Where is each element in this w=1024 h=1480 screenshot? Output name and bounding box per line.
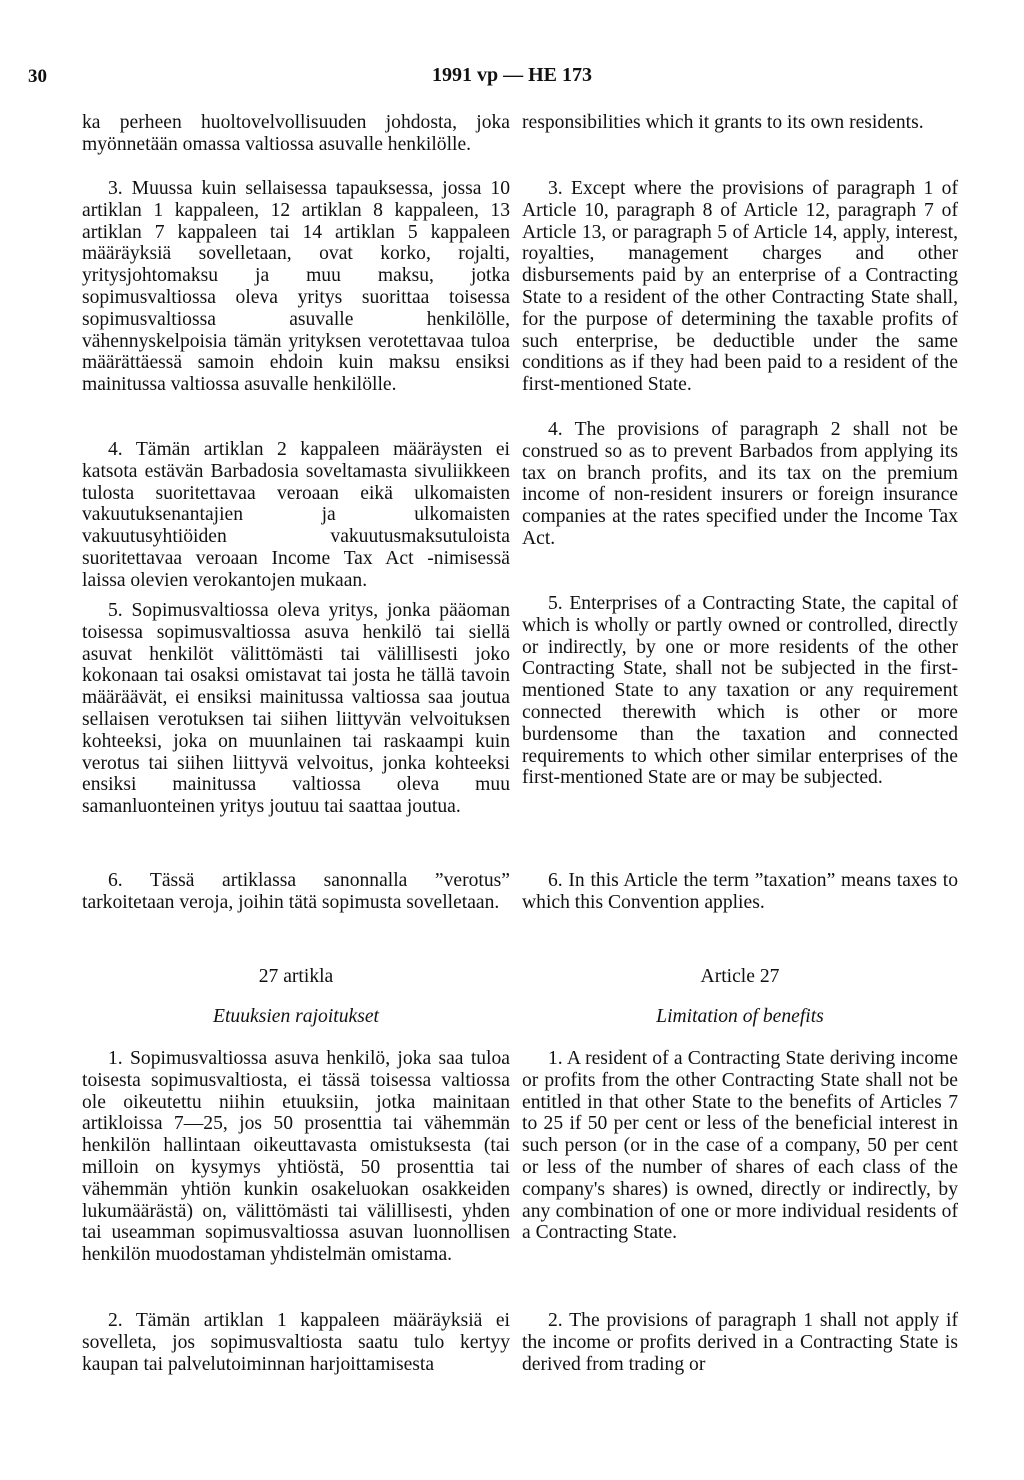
article-paragraph-2: 2. The provisions of paragraph 1 shall not apply if the income or profits derived in a Contracting State is derived from trading or bbox=[522, 1310, 958, 1375]
paragraph-5: 5. Sopimusvaltiossa oleva yritys, jonka pääoman toisessa sopimusvaltiossa asuva henkilö tai siellä asuvat henkilöt välittömästi tai välillisesti joko kokonaan tai osaksi omistavat tai josta he tällä tavoin määräävät, ei ensiksi mainitussa valtiossa saa joutua sellaisen verotuksen tai siihen liittyvän velvoituksen kohteeksi, joka on muunlainen tai raskaampi kuin verotus tai siihen liittyvä velvoitus, jonka kohteeksi ensiksi mainitussa valtiossa oleva muu samanluonteinen yritys joutuu tai saattaa joutua. bbox=[82, 600, 510, 818]
paragraph-6: 6. In this Article the term ”taxation” means taxes to which this Convention applies. bbox=[522, 870, 958, 913]
article-paragraph-1: 1. Sopimusvaltiossa asuva henkilö, joka saa tuloa toisesta sopimusvaltiosta, ei tässä toisessa valtiossa ole oikeutettu niihin etuuksiin, jotka mainitaan artikloissa 7—25, jos 50 prosenttia tai vähemmän henkilön hallintaan oikeuttavasta omistuksesta (tai milloin on kysymys yhtiöstä, 50 prosenttia tai vähemmän yhtiön kunkin osakeluokan osakkeiden lukumäärästä) on, välittömästi tai välillisesti, yhden tai useamman sopimusvaltiossa asuvan luonnollisen henkilön muodostaman yhdistelmän omistama. bbox=[82, 1048, 510, 1266]
paragraph-6: 6. Tässä artiklassa sanonnalla ”verotus” tarkoitetaan veroja, joihin tätä sopimusta sovelletaan. bbox=[82, 870, 510, 913]
article-heading: Article 27 bbox=[700, 966, 780, 987]
article-subheading: Limitation of benefits bbox=[656, 1006, 824, 1027]
paragraph-continuation: ka perheen huoltovelvollisuuden johdosta, joka myönnetään omassa valtiossa asuvalle henkilölle. bbox=[82, 112, 510, 155]
paragraph-3: 3. Muussa kuin sellaisessa tapauksessa, jossa 10 artiklan 1 kappaleen, 12 artiklan 8 kappaleen, 13 artiklan 7 kappaleen tai 14 artiklan 5 kappaleen määräyksiä sovelletaan, ovat korko, rojalti, yritysjohtomaksu ja muu maksu, jotka sopimusvaltiossa oleva yritys suorittaa toisessa sopimusvaltiossa asuvalle henkilölle, vähennyskelpoisia tämän yrityksen verotettavaa tuloa määrättäessä samoin ehdoin kuin maksu ensiksi mainitussa valtiossa asuvalle henkilölle. bbox=[82, 178, 510, 396]
article-subheading: Etuuksien rajoitukset bbox=[213, 1006, 379, 1027]
paragraph-5: 5. Enterprises of a Contracting State, the capital of which is wholly or partly owned or controlled, directly or indirectly, by one or more residents of the other Contracting State, shall not be subjected in the first-mentioned State to any taxation or any requirement connected therewith which is other or more burdensome than the taxation and connected requirements to which other similar enterprises of the first-mentioned State are or may be subjected. bbox=[522, 593, 958, 789]
running-head: 1991 vp — HE 173 bbox=[431, 64, 593, 86]
paragraph-4: 4. The provisions of paragraph 2 shall not be construed so as to prevent Barbados from applying its tax on branch profits, and its tax on the premium income of non-resident insurers or foreign insurance companies at the rates specified under the Income Tax Act. bbox=[522, 419, 958, 549]
paragraph-4: 4. Tämän artiklan 2 kappaleen määräysten ei katsota estävän Barbadosia soveltamasta sivuliikkeen tulosta suoritettavaa veroaan eikä ulkomaisten vakuutuksenantajien ja ulkomaisten vakuutusyhtiöiden vakuutusmaksutuloista suoritettavaa veroaan Income Tax Act -nimisessä laissa olevien verokantojen mukaan. bbox=[82, 439, 510, 591]
article-heading: 27 artikla bbox=[258, 966, 334, 987]
article-paragraph-1: 1. A resident of a Contracting State deriving income or profits from the other Contracting State shall not be entitled in that other State to the benefits of Articles 7 to 25 if 50 per cent or less of the beneficial interest in such person (or in the case of a company, 50 per cent or less of the number of shares of each class of the company's shares) is owned, directly or indirectly, by any combination of one or more individual residents of a Contracting State. bbox=[522, 1048, 958, 1244]
paragraph-continuation: responsibilities which it grants to its own residents. bbox=[522, 112, 924, 133]
article-paragraph-2: 2. Tämän artiklan 1 kappaleen määräyksiä ei sovelleta, jos sopimusvaltiosta saatu tulo kertyy kaupan tai palvelutoiminnan harjoittamisesta bbox=[82, 1310, 510, 1375]
page-number: 30 bbox=[28, 66, 47, 87]
paragraph-3: 3. Except where the provisions of paragraph 1 of Article 10, paragraph 8 of Article 12, paragraph 7 of Article 13, or paragraph 5 of Article 14, apply, interest, royalties, management charges and other disbursements paid by an enterprise of a Contracting State to a resident of the other Contracting State shall, for the purpose of determining the taxable profits of such enterprise, be deductible under the same conditions as if they had been paid to a resident of the first-mentioned State. bbox=[522, 178, 958, 396]
